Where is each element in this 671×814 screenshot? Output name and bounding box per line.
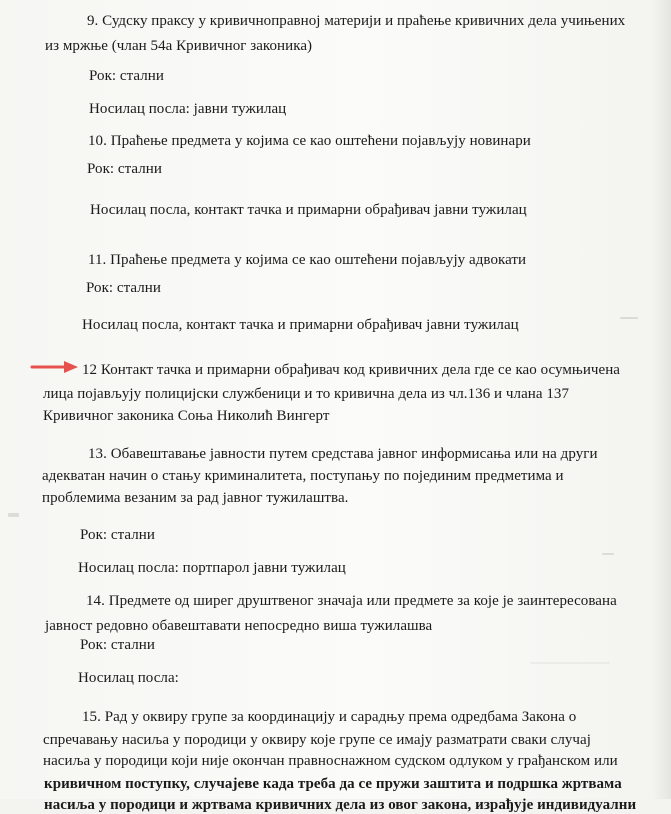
item-12-line-1-text: 12 Контакт тачка и примарни обрађивач код кривичних дела где се као осумњичена — [82, 362, 620, 378]
item-9-line-1-text: 9. Судску праксу у кривичноправној материји и праћење кривичних дела учињених — [87, 13, 626, 29]
item-9-deadline — [89, 67, 164, 85]
item-11-title — [88, 251, 526, 269]
item-13-deadline — [80, 526, 155, 544]
item-10-deadline — [87, 160, 162, 178]
item-15-line-1 — [82, 708, 576, 726]
item-15-line-5-text: насиља у породици и жртвама кривичних дела из овог закона, израђује индивидуални — [44, 797, 637, 813]
item-11-deadline — [86, 279, 161, 297]
scan-shadow — [653, 0, 671, 799]
item-11-deadline-text: Рок: стални — [86, 280, 161, 296]
item-9-line-2-text: из мржње (члан 54а Кривичног законика) — [45, 38, 313, 54]
item-14-deadline — [80, 636, 155, 654]
item-13-line-1 — [88, 445, 598, 463]
item-14-deadline-text: Рок: стални — [80, 637, 155, 653]
item-12-line-3-text: Кривичног законика Соња Николић Вингерт — [43, 408, 330, 424]
item-15-line-4-text: кривичном поступку, случајеве када треба да се пружи заштита и подршка жртвама — [44, 776, 622, 792]
red-arrow-icon — [30, 359, 80, 375]
item-11-title-text: 11. Праћење предмета у којима се као оштећени појављују адвокати — [88, 252, 527, 268]
scan-speck — [8, 513, 19, 517]
item-9-line-2 — [45, 37, 312, 55]
item-10-title — [88, 132, 531, 150]
item-15-line-2 — [43, 731, 591, 749]
item-13-line-2-text: адекватан начин о стању криминалитета, поступању по појединим предметима и — [42, 468, 564, 484]
item-15-line-4 — [44, 775, 622, 793]
scan-speck — [602, 553, 614, 555]
item-13-responsible — [78, 559, 346, 577]
item-15-line-3 — [43, 752, 618, 770]
item-15-line-1-text: 15. Рад у оквиру групе за координацију и сарадњу према одредбама Закона о — [82, 709, 577, 725]
item-13-line-3 — [42, 489, 348, 507]
item-9-responsible — [89, 100, 286, 118]
item-15-line-2-text: спречавању насиља у породици у оквиру које групе се имају разматрати сваки случај — [43, 732, 591, 748]
item-9-deadline-text: Рок: стални — [89, 68, 164, 84]
scan-speck — [620, 317, 638, 319]
item-10-deadline-text: Рок: стални — [87, 161, 162, 177]
item-9-responsible-text: Носилац посла: јавни тужилац — [89, 101, 287, 117]
item-14-line-2 — [45, 617, 432, 635]
item-13-deadline-text: Рок: стални — [80, 527, 155, 543]
scan-speck — [530, 662, 610, 664]
item-12-line-1 — [82, 361, 620, 379]
item-14-line-2-text: јавност редовно обавештавати непосредно виша тужилашва — [45, 618, 433, 634]
item-15-line-3-text: насиља у породици који није окончан правноснажном судском одлуком у грађанском или — [43, 753, 618, 769]
item-10-responsible-text: Носилац посла, контакт тачка и примарни обрађивач јавни тужилац — [90, 202, 527, 218]
item-12-line-3 — [43, 407, 329, 425]
item-14-line-1-text: 14. Предмете од ширег друштвеног значаја или предмете за које је заинтересована — [86, 593, 617, 609]
item-13-responsible-text: Носилац посла: портпарол јавни тужилац — [78, 560, 346, 576]
item-14-responsible-text: Носилац посла: — [78, 670, 179, 686]
item-13-line-3-text: проблемима везаним за рад јавног тужилаштва. — [42, 490, 349, 506]
item-13-line-2 — [42, 467, 564, 485]
item-14-responsible — [78, 669, 179, 687]
item-10-responsible — [90, 201, 582, 219]
item-12-line-2 — [43, 385, 569, 403]
item-13-line-1-text: 13. Обавештавање јавности путем средстава јавног информисања или на други — [88, 446, 598, 462]
item-11-responsible-text: Носилац посла, контакт тачка и примарни обрађивач јавни тужилац — [82, 317, 519, 333]
item-11-responsible — [82, 316, 579, 334]
item-12-line-2-text: лица појављују полицијски службеници и то кривична дела из чл.136 и члана 137 — [43, 386, 570, 402]
item-9-line-1 — [87, 12, 625, 30]
item-14-line-1 — [86, 592, 617, 610]
red-arrow-head — [64, 361, 78, 373]
item-10-title-text: 10. Праћење предмета у којима се као оштећени појављују новинари — [88, 133, 531, 149]
